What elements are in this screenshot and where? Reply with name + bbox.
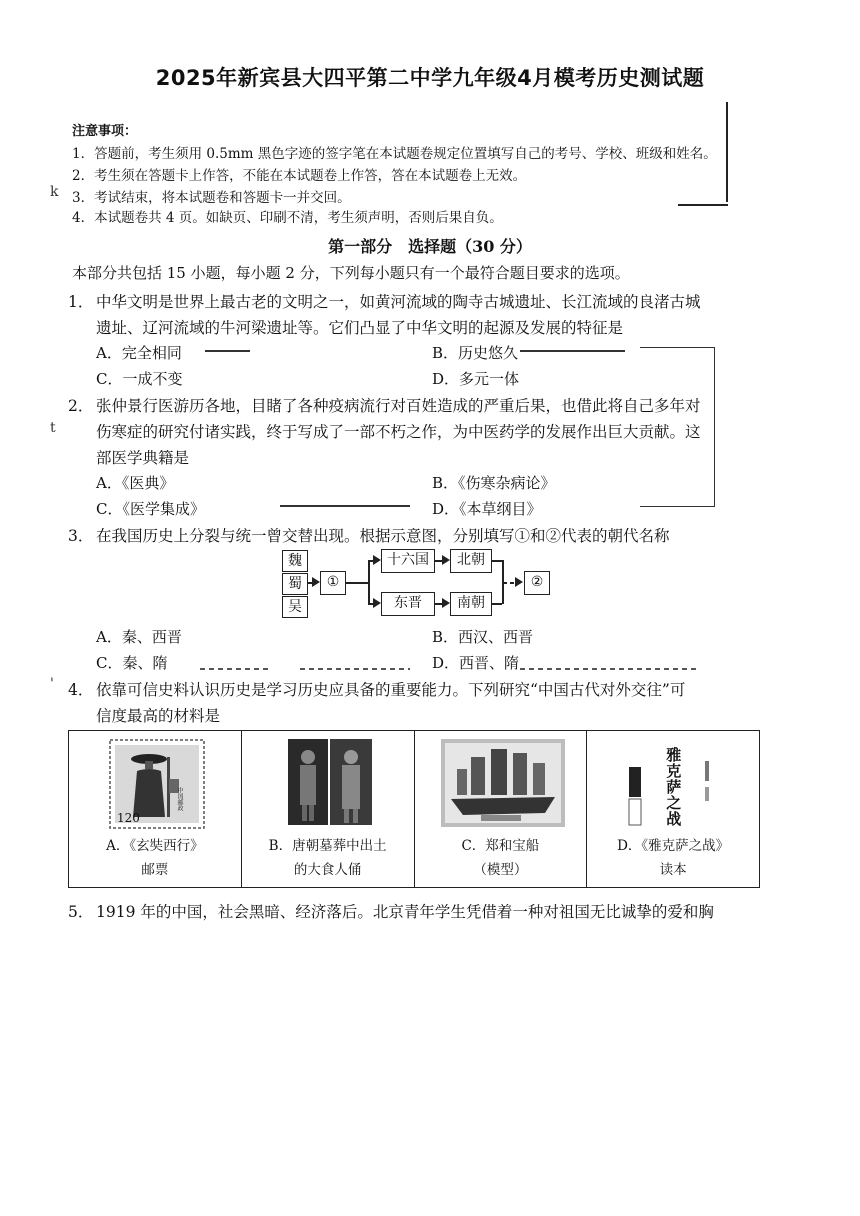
scan-mark [520,350,625,352]
scan-mark [520,668,700,670]
diagram-box-wei: 魏 [282,550,308,572]
option-d[interactable]: D．《本草纲目》 [432,500,542,518]
diagram-box-eastern-jin: 东晋 [381,592,435,616]
book-cover-image [625,739,725,827]
question-text: 张仲景行医游历各地，目睹了各种疫病流行对百姓造成的严重后果，也借此将自己多年对 [96,397,701,415]
material-caption: 读本 [659,862,687,878]
material-cell-c[interactable] [415,731,588,887]
question-text: 遗址、辽河流域的牛河梁遗址等。它们凸显了中华文明的起源及发展的特征是 [96,319,624,337]
question-number: 1． [68,293,94,311]
material-caption: 邮票 [141,862,169,878]
book-title: 雅克萨之战 [664,747,683,827]
question-number: 5． [68,903,94,921]
notice-item: 2．考生须在答题卡上作答，不能在本试题卷上作答，答在本试题卷上无效。 [72,168,527,184]
page-title: 2025年新宾县大四平第二中学九年级4月模考历史测试题 [155,66,705,90]
scan-mark [300,668,410,670]
notice-item: 1．答题前，考生须用 0.5mm 黑色字迹的签字笔在本试题卷规定位置填写自己的考号、学校、班级和姓名。 [72,146,717,162]
material-caption: （模型） [473,862,528,878]
option-b[interactable]: B．历史悠久 [432,344,519,362]
option-c[interactable]: C．一成不变 [96,370,183,388]
question-text: 信度最高的材料是 [96,707,221,725]
stamp-image [109,739,205,829]
scan-mark [280,505,410,507]
material-cell-a[interactable] [69,731,242,887]
notice-heading: 注意事项： [72,124,138,139]
option-a[interactable]: A．《医典》 [96,474,175,492]
figurine-image [288,739,372,825]
question-text: 中华文明是世界上最古老的文明之一，如黄河流域的陶寺古城遗址、长江流域的良渚古城 [96,293,701,311]
option-d[interactable]: D．多元一体 [432,370,520,388]
scan-mark [205,350,250,352]
question-text: 1919 年的中国，社会黑暗、经济落后。北京青年学生凭借着一种对祖国无比诚挚的爱和胸 [96,903,714,921]
material-cell-d[interactable] [587,731,759,887]
option-a[interactable]: A．完全相同 [96,344,182,362]
material-caption: B．唐朝墓葬中出土 [268,838,387,854]
question-text: 在我国历史上分裂与统一曾交替出现。根据示意图，分别填写①和②代表的朝代名称 [96,527,670,545]
question-number: 4． [68,681,94,699]
diagram-box-shu: 蜀 [282,573,308,595]
material-table [68,730,760,888]
option-b[interactable]: B．《伤寒杂病论》 [432,474,556,492]
option-c[interactable]: C．《医学集成》 [96,500,205,518]
notice-item: 3．考试结束，将本试题卷和答题卡一并交回。 [72,190,351,206]
scan-mark [200,668,270,670]
margin-mark: t [50,420,56,436]
diagram-box-sixteen-kingdoms: 十六国 [381,549,435,573]
material-cell-b[interactable] [242,731,415,887]
diagram-blank-1: ① [320,571,346,595]
stamp-value: 120 [117,811,140,825]
option-c[interactable]: C．秦、隋 [96,654,168,672]
material-caption: A．《玄奘西行》 [106,838,204,854]
diagram-blank-2: ② [524,571,550,595]
material-caption: D．《雅克萨之战》 [617,838,730,854]
question-text: 伤寒症的研究付诸实践，终于写成了一部不朽之作，为中医药学的发展作出巨大贡献。这 [96,423,701,441]
diagram-box-southern-dynasties: 南朝 [450,592,492,616]
question-text: 依靠可信史料认识历史是学习历史应具备的重要能力。下列研究“中国古代对外交往”可 [96,681,686,699]
treasure-ship-image [441,739,565,827]
margin-mark: k [50,184,59,200]
notice-item: 4．本试题卷共 4 页。如缺页、印刷不清，考生须声明，否则后果自负。 [72,210,503,226]
question-text: 部医学典籍是 [96,449,190,467]
diagram-box-northern-dynasties: 北朝 [450,549,492,573]
question-number: 2． [68,397,94,415]
material-caption: 的大食人俑 [293,862,362,878]
question-number: 3． [68,527,94,545]
material-caption: C．郑和宝船 [461,838,540,854]
diagram-box-wu: 吴 [282,596,308,618]
section-title: 第一部分 选择题（30 分） [328,237,532,256]
option-b[interactable]: B．西汉、西晋 [432,628,534,646]
option-a[interactable]: A．秦、西晋 [96,628,182,646]
stamp-text: 中国邮政 [176,787,183,811]
option-d[interactable]: D．西晋、隋 [432,654,520,672]
margin-mark: ' [50,676,54,692]
section-intro: 本部分共包括 15 小题，每小题 2 分，下列每小题只有一个最符合题目要求的选项。 [72,264,630,282]
